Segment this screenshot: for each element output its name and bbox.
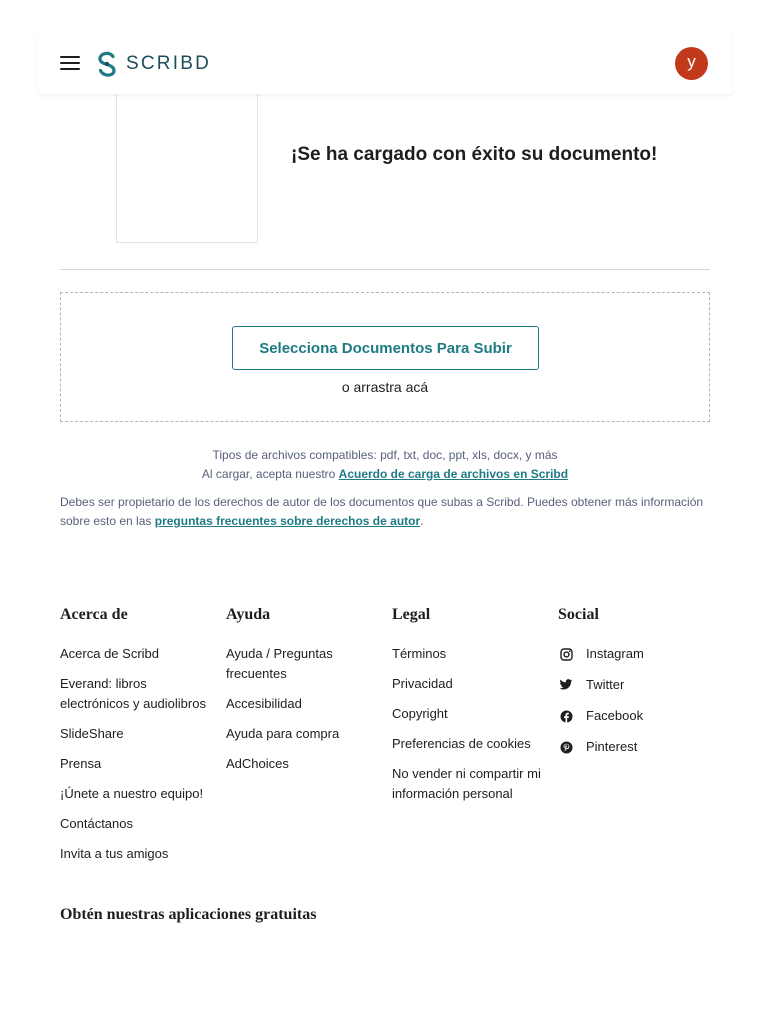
copyright-note	[60, 493, 710, 531]
copyright-text: Debes ser propietario de los derechos de autor de los documentos que subas a Scribd. Puedes obtener más información sobre esto en las	[60, 495, 704, 528]
social-label: Instagram	[586, 646, 644, 661]
footer-social-column	[558, 604, 708, 768]
footer-link[interactable]: ¡Únete a nuestro equipo!	[60, 786, 204, 801]
upload-info	[60, 446, 710, 484]
scribd-logo[interactable]	[96, 50, 211, 78]
footer-link[interactable]: No vender ni compartir mi información personal	[392, 766, 541, 801]
copyright-suffix: .	[420, 514, 424, 528]
footer-link[interactable]: SlideShare	[60, 726, 124, 741]
instagram-icon	[558, 646, 574, 662]
select-documents-button[interactable]: Selecciona Documentos Para Subir	[232, 326, 539, 370]
social-link-instagram[interactable]	[558, 644, 708, 664]
social-link-pinterest[interactable]	[558, 737, 708, 757]
upload-agreement-link[interactable]: Acuerdo de carga de archivos en Scribd	[338, 467, 569, 481]
footer-link[interactable]: AdChoices	[226, 756, 289, 771]
twitter-icon	[558, 677, 574, 693]
footer-link[interactable]: Copyright	[392, 706, 448, 721]
social-link-twitter[interactable]	[558, 675, 708, 695]
user-avatar[interactable]: y	[675, 47, 708, 80]
footer-about-column	[60, 604, 210, 874]
footer-about-title: Acerca de	[60, 606, 128, 623]
footer-link[interactable]: Invita a tus amigos	[60, 846, 169, 861]
scribd-logo-icon	[96, 51, 118, 77]
footer-link[interactable]: Prensa	[60, 756, 102, 771]
footer-link[interactable]: Preferencias de cookies	[392, 736, 531, 751]
agreement-line	[60, 465, 710, 484]
pinterest-icon	[558, 739, 574, 755]
social-label: Facebook	[586, 708, 644, 723]
footer-link[interactable]: Accesibilidad	[226, 696, 302, 711]
footer-legal-title: Legal	[392, 606, 431, 623]
footer-link[interactable]: Privacidad	[392, 676, 453, 691]
agreement-prefix: Al cargar, acepta nuestro	[201, 467, 339, 481]
document-thumbnail	[116, 94, 258, 243]
footer-link[interactable]: Términos	[392, 646, 447, 661]
footer-link[interactable]: Acerca de Scribd	[60, 646, 159, 661]
hamburger-menu-icon[interactable]	[60, 56, 80, 70]
footer-link[interactable]: Ayuda para compra	[226, 726, 340, 741]
footer-link[interactable]: Contáctanos	[60, 816, 133, 831]
free-apps-heading: Obtén nuestras aplicaciones gratuitas	[60, 906, 317, 923]
footer-link[interactable]: Everand: libros electrónicos y audiolibros	[60, 676, 206, 711]
top-header	[38, 32, 732, 94]
footer-help-title: Ayuda	[226, 606, 271, 623]
drag-here-text: o arrastra acá	[341, 379, 429, 395]
footer-help-column	[226, 604, 376, 784]
social-label: Pinterest	[586, 739, 638, 754]
social-link-facebook[interactable]	[558, 706, 708, 726]
footer-legal-column	[392, 604, 552, 814]
footer-link[interactable]: Ayuda / Preguntas frecuentes	[226, 646, 333, 681]
upload-dropzone[interactable]	[60, 292, 710, 422]
logo-text: SCRIBD	[126, 53, 211, 74]
footer-social-title: Social	[558, 606, 599, 623]
copyright-faq-link[interactable]: preguntas frecuentes sobre derechos de autor	[154, 514, 421, 528]
file-types-text: Tipos de archivos compatibles: pdf, txt, doc, ppt, xls, docx, y más	[212, 448, 558, 462]
social-label: Twitter	[586, 677, 625, 692]
facebook-icon	[558, 708, 574, 724]
section-divider	[60, 269, 710, 270]
upload-success-message: ¡Se ha cargado con éxito su documento!	[291, 144, 658, 165]
